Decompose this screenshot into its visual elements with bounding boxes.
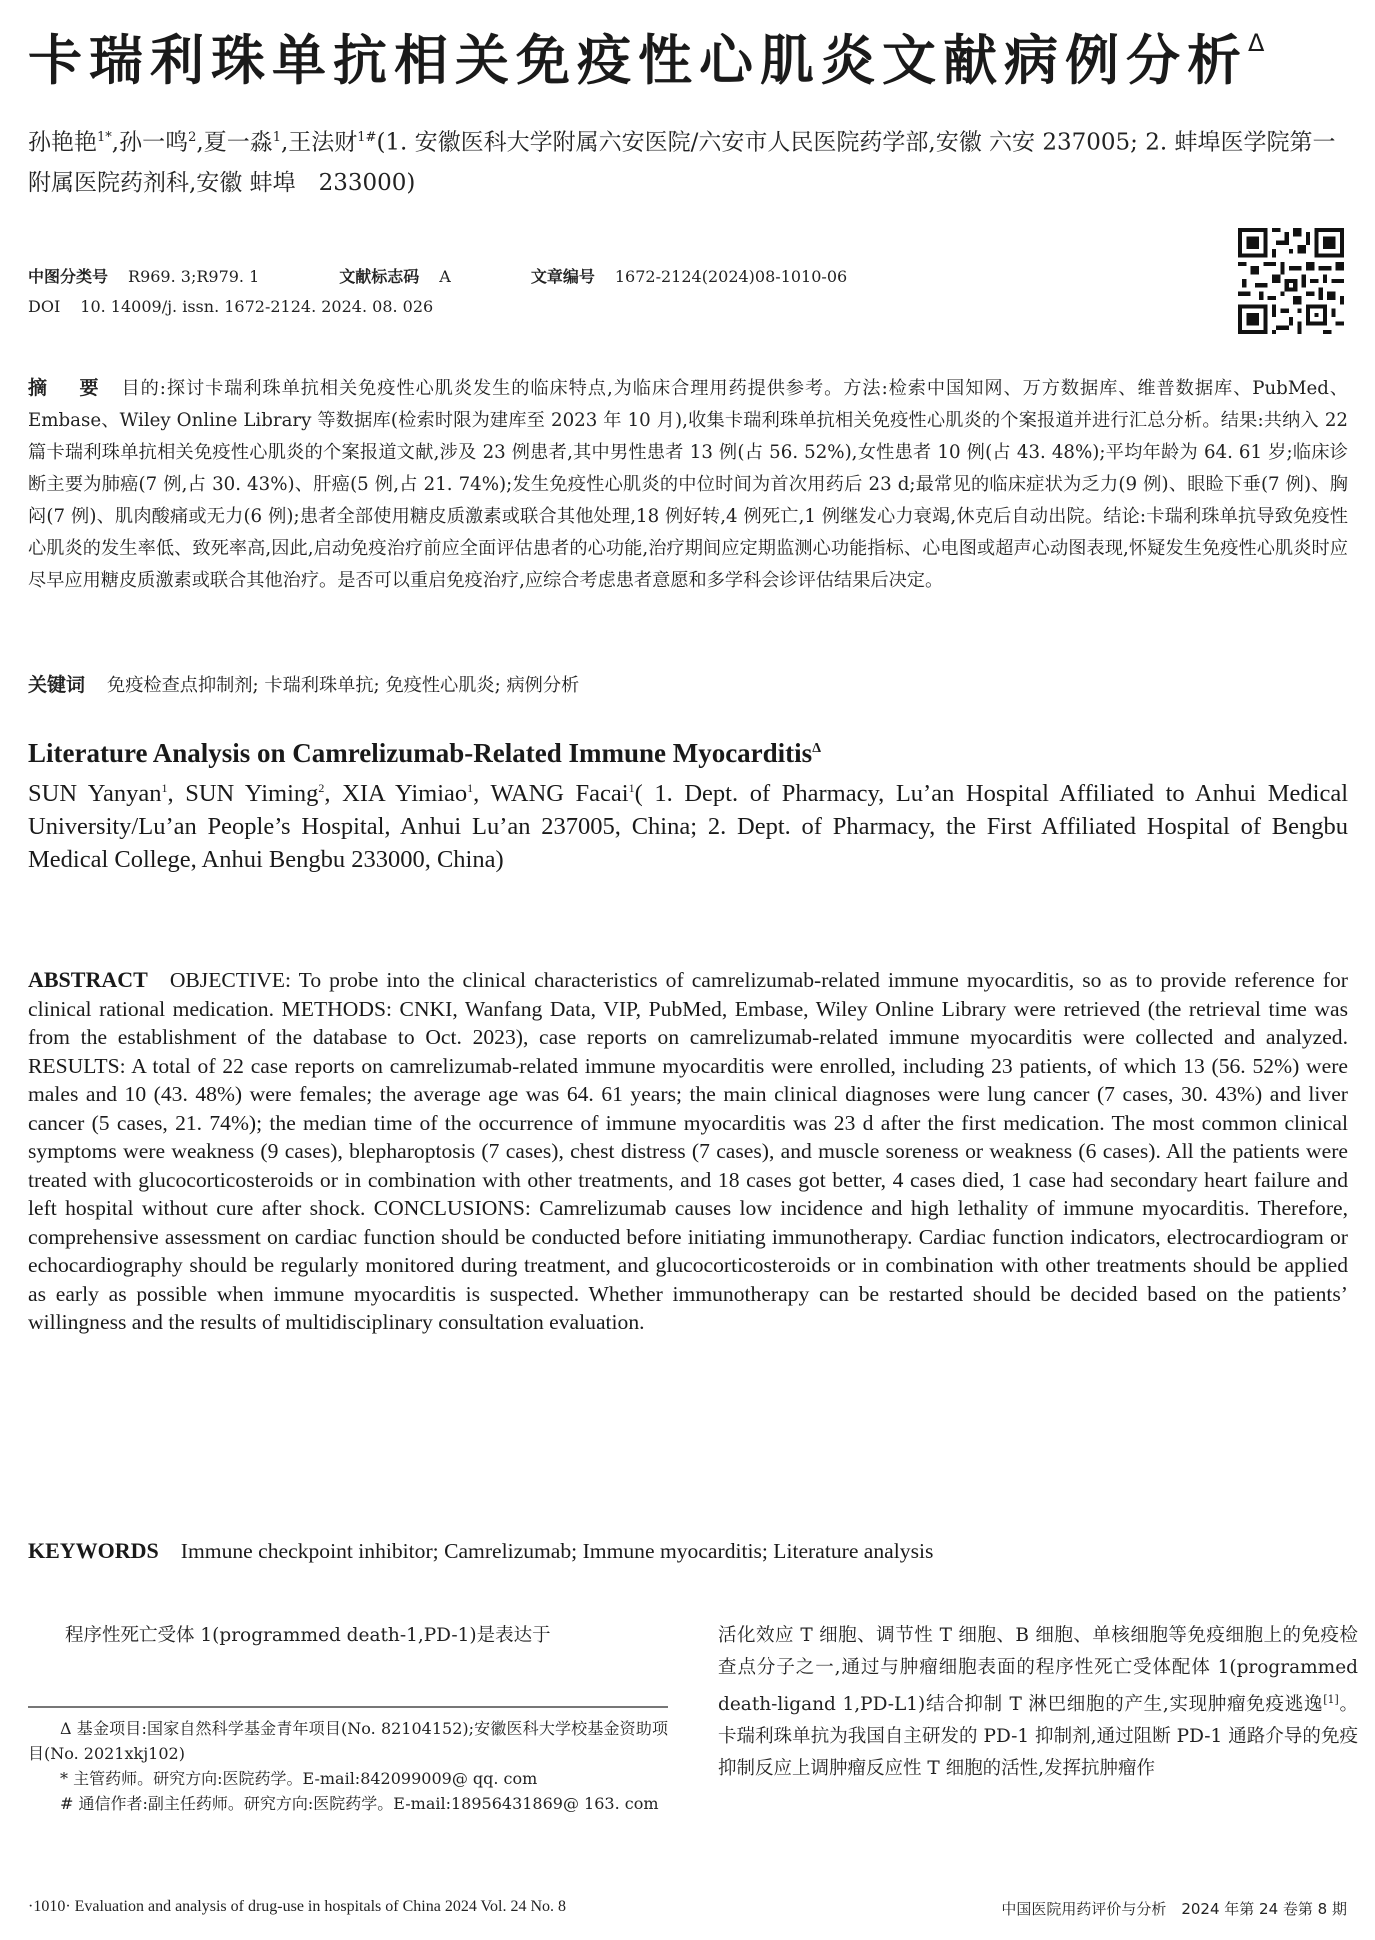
body-right-column [718, 1620, 1358, 1785]
chinese-keywords [28, 670, 579, 697]
doi-label: DOI [28, 297, 61, 316]
author-sup: 1* [97, 130, 112, 145]
clc-value: R969. 3;R979. 1 [128, 267, 260, 286]
fund-mark: Δ [1248, 29, 1265, 57]
doc-code-label: 文献标志码 [339, 267, 420, 286]
english-author-sup: 1 [467, 781, 474, 795]
english-author-name: WANG Facai [490, 780, 629, 808]
footnotes [28, 1716, 668, 1816]
english-title-text: Literature Analysis on Camrelizumab-Related Immune Myocarditis [28, 738, 813, 768]
author-block: 孙艳艳$^{1*}$,孙一鸣$^2$,夏一淼$^1$,王法财$^{1\#}$(1. 安徽医科大学附属六安医院/六安市人民医院药学部,安徽 六安 237005; 2. 蚌埠医学院第一附属医院药剂科,安徽 蚌埠 233000) [28, 129, 1336, 196]
footnote-corresponding: # 通信作者:副主任药师。研究方向:医院药学。E-mail:18956431869@ 163. com [60, 1794, 659, 1813]
footnote-divider [28, 1706, 668, 1708]
doi-value: 10. 14009/j. issn. 1672-2124. 2024. 08. 026 [80, 297, 434, 316]
article-title-text: 卡瑞利珠单抗相关免疫性心肌炎文献病例分析 [28, 29, 1248, 92]
author-affiliations: (1. 安徽医科大学附属六安医院/六安市人民医院药学部,安徽 六安 237005; 2. 蚌埠医学院第一附属医院药剂科,安徽 蚌埠 233000) [28, 129, 1336, 196]
english-abstract [28, 966, 1348, 1337]
running-footer-right: 中国医院用药评价与分析 2024 年第 24 卷第 8 期 [1001, 1900, 1347, 1918]
body-left-column [28, 1620, 668, 1652]
english-author-sup: 1 [628, 781, 635, 795]
author-name: 孙一鸣 [119, 129, 189, 156]
english-title [28, 738, 821, 769]
english-author-name: SUN Yiming [185, 780, 319, 808]
english-fund-mark: Δ [812, 741, 821, 756]
citation-link[interactable]: [1] [1323, 1693, 1339, 1706]
doc-code-value: A [439, 267, 451, 286]
author-name: 王法财 [288, 129, 358, 156]
qr-code-icon [1238, 228, 1344, 334]
english-keywords-text: Immune checkpoint inhibitor; Camrelizumab; Immune myocarditis; Literature analysis [180, 1539, 934, 1563]
english-author-sup: 2 [318, 781, 325, 795]
english-author-name: XIA Yimiao [342, 780, 468, 808]
author-sup: 2 [188, 130, 197, 145]
footnote-first-author: * 主管药师。研究方向:医院药学。E-mail:842099009@ qq. com [60, 1769, 538, 1788]
english-keywords [28, 1538, 933, 1564]
chinese-abstract-label: 摘 要 [28, 377, 112, 399]
author-sup: 1# [357, 130, 377, 145]
author-sup: 1 [272, 130, 281, 145]
english-abstract-text: OBJECTIVE: To probe into the clinical characteristics of camrelizumab-related immune myocarditis, so as to provide reference for clinical rational medication. METHODS: CNKI, Wanfang Data, VIP, PubMed, Embase, Wiley Online Library were retrieved (the retrieval time was from the establishment of the database to Oct. 2023), case reports on camrelizumab-related immune myocarditis were collected and analyzed. RESULTS: A total of 22 case reports on camrelizumab-related immune myocarditis were enrolled, including 23 patients, of which 13 (56. 52%) were males and 10 (43. 48%) were females; the average age was 64. 61 years; the main clinical diagnoses were lung cancer (7 cases, 30. 43%) and liver cancer (5 cases, 21. 74%); the median time of the occurrence of immune myocarditis was 23 d after the first medication. The most common clinical symptoms were weakness (9 cases), blepharoptosis (7 cases), chest distress (7 cases), and muscle soreness or weakness (6 cases). All the patients were treated with glucocorticosteroids or in combination with other treatments, and 18 cases got better, 4 cases died, 1 case had secondary heart failure and left hospital without cure after shock. CONCLUSIONS: Camrelizumab causes low incidence and high lethality of immune myocarditis. Therefore, comprehensive assessment on cardiac function should be conducted before initiating immunotherapy. Cardiac function indicators, electrocardiogram or echocardiography should be regularly monitored during treatment, and glucocorticosteroids or in combination with other treatments should be applied as early as possible when immune myocarditis is suspected. Whether immunotherapy can be restarted should be decided based on the patients’ willingness and the results of multidisciplinary consultation evaluation. [28, 968, 1348, 1334]
english-author-block: SUN Yanyan$^1$, SUN Yiming$^2$, XIA Yimiao$^1$, WANG Facai$^1$( 1. Dept. of Pharmacy, Lu’an Hospital Affiliated to Anhui Medical University/Lu’an People’s Hospital, Anhui Lu’an 237005, China; 2. Dept. of Pharmacy, the First Affiliated Hospital of Bengbu Medical College, Anhui Bengbu 233000, China) [28, 780, 1349, 874]
english-author-name: SUN Yanyan [28, 780, 162, 808]
author-name: 夏一淼 [203, 129, 273, 156]
english-affiliations: ( 1. Dept. of Pharmacy, Lu’an Hospital Affiliated to Anhui Medical University/Lu’an People’s Hospital, Anhui Lu’an 237005, China; 2. Dept. of Pharmacy, the First Affiliated Hospital of Bengbu Medical College, Anhui Bengbu 233000, China) [28, 780, 1349, 874]
chinese-abstract-text: 目的:探讨卡瑞利珠单抗相关免疫性心肌炎发生的临床特点,为临床合理用药提供参考。方法:检索中国知网、万方数据库、维普数据库、PubMed、Embase、Wiley Online Library 等数据库(检索时限为建库至 2023 年 10 月),收集卡瑞利珠单抗相关免疫性心肌炎的个案报道并进行汇总分析。结果:共纳入 22 篇卡瑞利珠单抗相关免疫性心肌炎的个案报道文献,涉及 23 例患者,其中男性患者 13 例(占 56. 52%),女性患者 10 例(占 43. 48%);平均年龄为 64. 61 岁;临床诊断主要为肺癌(7 例,占 30. 43%)、肝癌(5 例,占 21. 74%);发生免疫性心肌炎的中位时间为首次用药后 23 d;最常见的临床症状为乏力(9 例)、眼睑下垂(7 例)、胸闷(7 例)、肌肉酸痛或无力(6 例);患者全部使用糖皮质激素或联合其他处理,18 例好转,4 例死亡,1 例继发心力衰竭,休克后自动出院。结论:卡瑞利珠单抗导致免疫性心肌炎的发生率低、致死率高,因此,启动免疫治疗前应全面评估患者的心功能,治疗期间应定期监测心功能指标、心电图或超声心动图表现,怀疑发生免疫性心肌炎时应尽早应用糖皮质激素或联合其他治疗。是否可以重启免疫治疗,应综合考虑患者意愿和多学科会诊评估结果后决定。 [28, 378, 1348, 591]
article-title [28, 18, 1358, 95]
body-text: 。卡瑞利珠单抗为我国自主研发的 PD-1 抑制剂,通过阻断 PD-1 通路介导的免疫抑制反应上调肿瘤反应性 T 细胞的活性,发挥抗肿瘤作 [718, 1694, 1358, 1780]
chinese-keywords-text: 免疫检查点抑制剂; 卡瑞利珠单抗; 免疫性心肌炎; 病例分析 [107, 675, 580, 696]
article-no-value: 1672-2124(2024)08-1010-06 [614, 267, 848, 286]
running-footer-left: ·1010· Evaluation and analysis of drug-use in hospitals of China 2024 Vol. 24 No. 8 [28, 1898, 567, 1915]
author-name: 孙艳艳 [28, 129, 97, 156]
english-abstract-label: ABSTRACT [28, 967, 148, 992]
classification-row [28, 264, 847, 287]
chinese-keywords-label: 关键词 [28, 674, 86, 696]
english-author-sup: 1 [161, 781, 168, 795]
body-paragraph: 程序性死亡受体 1(programmed death-1,PD-1)是表达于 [65, 1625, 551, 1646]
doi-row [28, 297, 433, 316]
footnote-fund: Δ 基金项目:国家自然科学基金青年项目(No. 82104152);安徽医科大学校基金资助项目(No. 2021xkj102) [28, 1719, 668, 1763]
chinese-abstract [28, 372, 1348, 597]
article-no-label: 文章编号 [530, 267, 595, 286]
body-text: 活化效应 T 细胞、调节性 T 细胞、B 细胞、单核细胞等免疫细胞上的免疫检查点分子之一,通过与肿瘤细胞表面的程序性死亡受体配体 1(programmed death-ligand 1,PD-L1)结合抑制 T 淋巴细胞的产生,实现肿瘤免疫逃逸 [718, 1625, 1358, 1716]
english-keywords-label: KEYWORDS [28, 1538, 159, 1563]
clc-label: 中图分类号 [28, 267, 109, 286]
